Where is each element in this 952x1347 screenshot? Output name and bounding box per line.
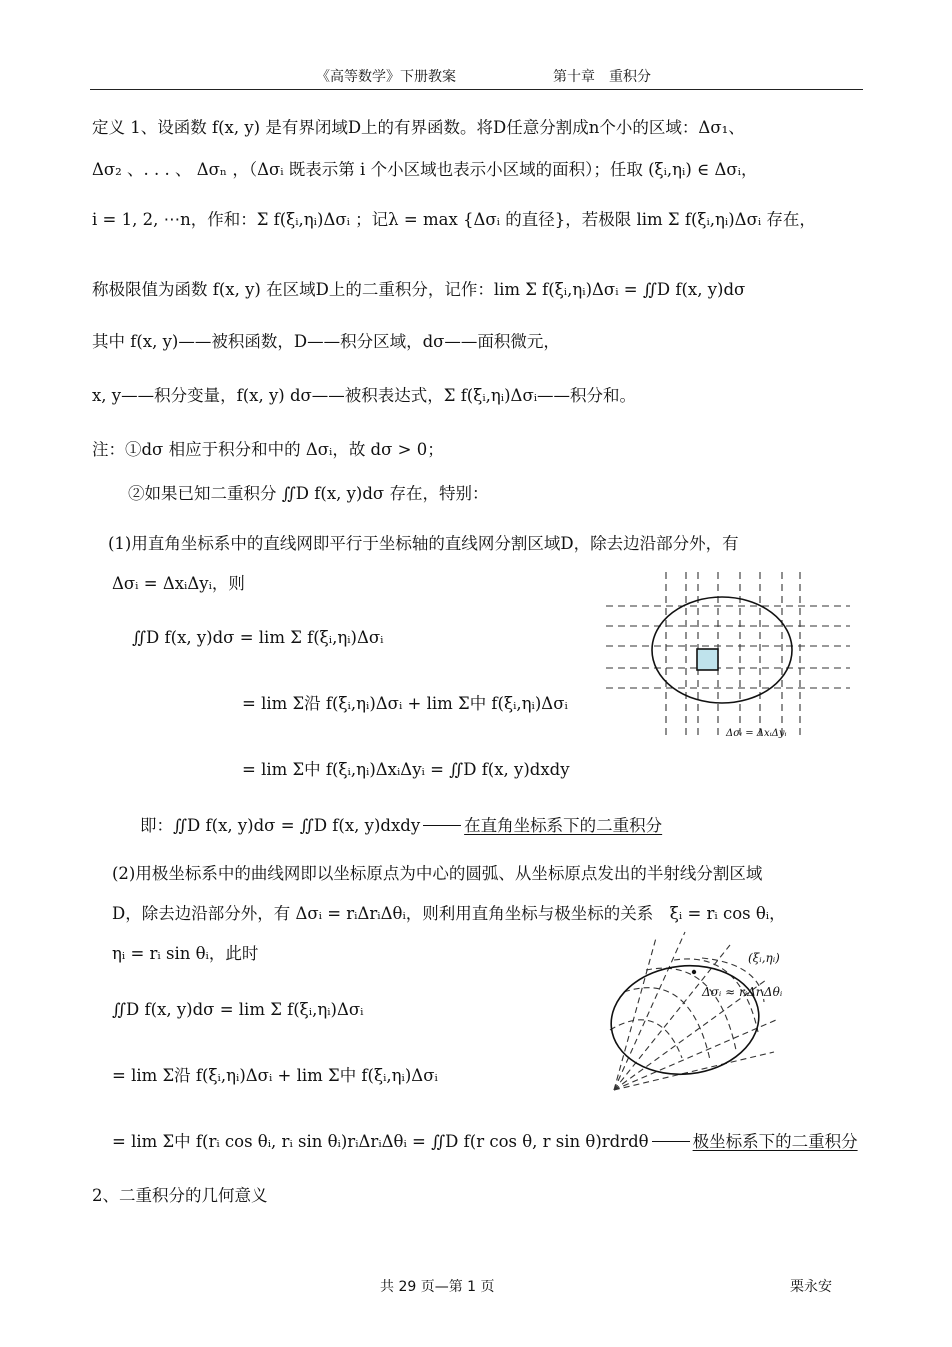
- header-rule: [90, 89, 863, 90]
- part2-equation-3: [112, 1134, 858, 1151]
- part2-equation-1: ∬D f(x, y)dσ = lim Σ f(ξᵢ,ηᵢ)Δσᵢ: [112, 1000, 364, 1019]
- footer-page-number: 共 29 页—第 1 页: [380, 1279, 495, 1295]
- part2-line-2: D，除去边沿部分外，有 Δσᵢ = rᵢΔrᵢΔθᵢ，则利用直角坐标与极坐标的关系 ξᵢ = rᵢ cos θᵢ，: [112, 904, 786, 923]
- part2-result-label: 极坐标系下的二重积分: [692, 1132, 858, 1151]
- part1-equation-3: = lim Σ中 f(ξᵢ,ηᵢ)ΔxᵢΔyᵢ = ∬D f(x, y)dxdy: [242, 760, 570, 779]
- part1-result: [140, 818, 662, 835]
- polar-cell-label: Δσᵢ ≈ rᵢΔrᵢΔθᵢ: [702, 985, 783, 999]
- rect-figure-caption: Δσᵢ = ΔxᵢΔyᵢ: [726, 728, 787, 739]
- rectangular-grid-figure: [600, 570, 856, 750]
- part1-result-formula: 即：∬D f(x, y)dσ = ∬D f(x, y)dxdy: [140, 816, 421, 835]
- definition-line-3: i = 1, 2, ⋯n，作和：Σ f(ξᵢ,ηᵢ)Δσᵢ ；记λ = max {Δσᵢ 的直径}，若极限 lim Σ f(ξᵢ,ηᵢ)Δσᵢ 存在，: [92, 210, 816, 229]
- polar-region-boundary: [606, 959, 764, 1082]
- part2-equation-3-formula: = lim Σ中 f(rᵢ cos θᵢ, rᵢ sin θᵢ)rᵢΔrᵢΔθᵢ = ∬D f(r cos θ, r sin θ)rdrdθ: [112, 1132, 649, 1151]
- footer-author: 栗永安: [790, 1279, 832, 1295]
- definition-line-1: 定义 1、设函数 f(x, y) 是有界闭域D上的有界函数。将D任意分割成n个小的区域：Δσ₁、: [92, 118, 745, 137]
- part2-equation-2: = lim Σ沿 f(ξᵢ,ηᵢ)Δσᵢ + lim Σ中 f(ξᵢ,ηᵢ)Δσᵢ: [112, 1066, 438, 1085]
- part1-result-label: 在直角坐标系下的二重积分: [464, 816, 663, 835]
- part1-equation-2: = lim Σ沿 f(ξᵢ,ηᵢ)Δσᵢ + lim Σ中 f(ξᵢ,ηᵢ)Δσᵢ: [242, 694, 568, 713]
- part1-equation-1: ∬D f(x, y)dσ = lim Σ f(ξᵢ,ηᵢ)Δσᵢ: [132, 628, 384, 647]
- polar-point-label: (ξᵢ,ηᵢ): [748, 951, 780, 965]
- definition-line-4: 称极限值为函数 f(x, y) 在区域D上的二重积分，记作：lim Σ f(ξᵢ,ηᵢ)Δσᵢ = ∬D f(x, y)dσ: [92, 280, 746, 299]
- polar-arc-lines: [610, 958, 764, 1060]
- part1-line-2: Δσᵢ = ΔxᵢΔyᵢ，则: [112, 574, 245, 593]
- part2-line-3: ηᵢ = rᵢ sin θᵢ，此时: [112, 944, 259, 963]
- highlighted-cell: [697, 649, 718, 670]
- region-boundary: [652, 597, 792, 703]
- definition-line-2: Δσ₂ 、. . . 、 Δσₙ ，（Δσᵢ 既表示第 i 个小区域也表示小区域的面积）；任取 (ξᵢ,ηᵢ) ∈ Δσᵢ，: [92, 160, 758, 179]
- header-book-title: 《高等数学》下册教案: [316, 69, 456, 85]
- part2-line-1: (2)用极坐标系中的曲线网即以坐标原点为中心的圆弧、从坐标原点发出的半射线分割区域: [112, 864, 763, 883]
- polar-grid-figure: [590, 930, 790, 1110]
- sample-point: [692, 970, 696, 974]
- definition-line-6: x, y——积分变量，f(x, y) dσ——被积表达式，Σ f(ξᵢ,ηᵢ)Δσᵢ——积分和。: [92, 386, 637, 405]
- section-2-heading: 2、二重积分的几何意义: [92, 1186, 268, 1205]
- header-chapter: 第十章 重积分: [553, 69, 651, 85]
- em-dash: [423, 825, 461, 826]
- note-2: ②如果已知二重积分 ∬D f(x, y)dσ 存在，特别：: [128, 484, 489, 503]
- note-1: 注：①dσ 相应于积分和中的 Δσᵢ，故 dσ > 0；: [92, 440, 444, 459]
- em-dash: [652, 1141, 690, 1142]
- part1-line-1: (1)用直角坐标系中的直线网即平行于坐标轴的直线网分割区域D，除去边沿部分外，有: [108, 534, 739, 553]
- definition-line-5: 其中 f(x, y)——被积函数，D——积分区域，dσ——面积微元，: [92, 332, 560, 351]
